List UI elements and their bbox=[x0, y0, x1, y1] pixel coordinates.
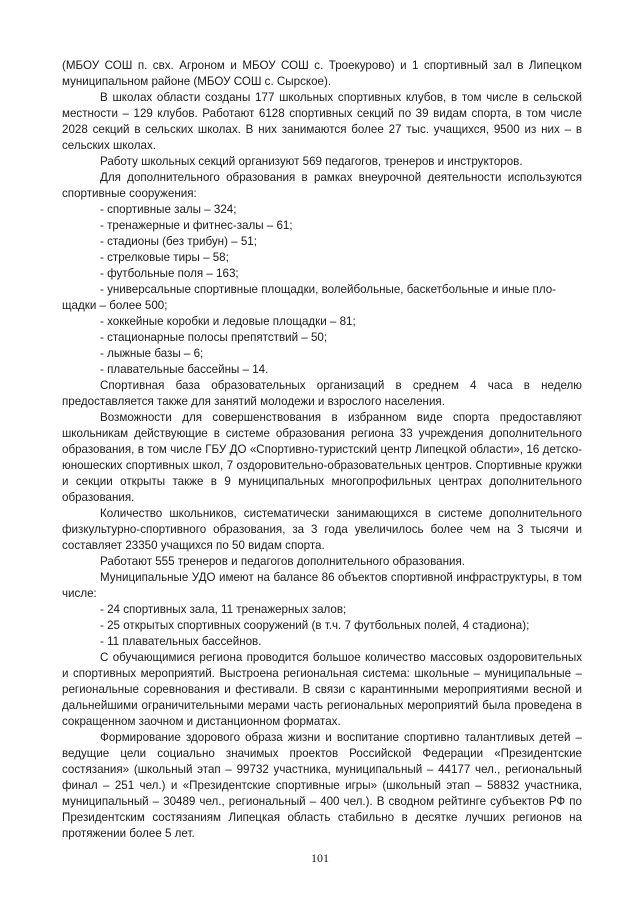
list-item: - футбольные поля – 163; bbox=[100, 267, 239, 280]
list-item: - хоккейные коробки и ледовые площадки – 81; bbox=[100, 315, 356, 328]
list-item: - универсальные спортивные площадки, волейбольные, баскетбольные и иные пло- bbox=[100, 283, 557, 296]
paragraph: Для дополнительного образования в рамках внеурочной деятельности используются спортивные сооружения: bbox=[62, 171, 582, 200]
paragraph: Спортивная база образовательных организаций в среднем 4 часа в неделю предоставляется также для занятий молодежи и взрослого населения. bbox=[62, 379, 582, 408]
list-item: - стационарные полосы препятствий – 50; bbox=[100, 331, 328, 344]
list-item: - стрелковые тиры – 58; bbox=[100, 251, 229, 264]
paragraph: Работу школьных секций организуют 569 педагогов, тренеров и инструкторов. bbox=[100, 155, 523, 168]
list-item: - стадионы (без трибун) – 51; bbox=[100, 235, 257, 248]
list-item: - лыжные базы – 6; bbox=[100, 347, 204, 360]
paragraph: Муниципальные УДО имеют на балансе 86 объектов спортивной инфраструктуры, в том числе: bbox=[62, 571, 582, 600]
udo-list bbox=[62, 602, 582, 650]
list-item: - 24 спортивных зала, 11 тренажерных залов; bbox=[100, 603, 347, 616]
page-number: 101 bbox=[311, 851, 329, 865]
paragraph: С обучающимися региона проводится большое количество массовых оздоровительных и спортивных мероприятий. Выстроена региональная система: школьные – муниципальные – региональные соревнования и фестивали. В связи с карантинными мероприятиями весной и дальнейшими ограничительными мерами часть региональных мероприятий была проведена в сокращенном заочном и дистанционном форматах. bbox=[62, 651, 582, 728]
list-item: - плавательные бассейны – 14. bbox=[100, 363, 269, 376]
list-item: - тренажерные и фитнес-залы – 61; bbox=[100, 219, 293, 232]
paragraph: (МБОУ СОШ п. свх. Агроном и МБОУ СОШ с. Троекурово) и 1 спортивный зал в Липецком муниципальном районе (МБОУ СОШ с. Сырское). bbox=[62, 59, 582, 88]
list-item: - 11 плавательных бассейнов. bbox=[100, 635, 262, 648]
facilities-list bbox=[62, 202, 582, 378]
paragraph: Возможности для совершенствования в избранном виде спорта предоставляют школьникам действующие в системе образования региона 33 учреждения дополнительного образования, в том числе ГБУ ДО «Спортивно-туристский центр Липецкой области», 16 детско-юношеских спортивных школ, 7 оздоровительно-образовательных центров. Спортивные кружки и секции открыты также в 9 муниципальных многопрофильных центрах дополнительного образования. bbox=[62, 411, 582, 504]
paragraph: Количество школьников, систематически занимающихся в системе дополнительного физкультурно-спортивного образования, за 3 года увеличилось более чем на 3 тысячи и составляет 23350 учащихся по 50 видам спорта. bbox=[62, 507, 582, 552]
list-item-continuation: щадки – более 500; bbox=[62, 299, 168, 312]
document-body bbox=[62, 58, 582, 842]
paragraph: В школах области созданы 177 школьных спортивных клубов, в том числе в сельской местности – 129 клубов. Работают 6128 спортивных секций по 39 видам спорта, в том числе 2028 секций в сельских школах. В них занимаются более 27 тыс. учащихся, 9500 из них – в сельских школах. bbox=[62, 91, 582, 152]
paragraph: Формирование здорового образа жизни и воспитание спортивно талантливых детей – ведущие цели социально значимых проектов Российской Федерации «Президентские состязания» (школьный этап – 99732 участника, муниципальный – 44177 чел., региональный финал – 251 чел.) и «Президентские спортивные игры» (школьный этап – 58832 участника, муниципальный – 30489 чел., региональный – 400 чел.). В сводном рейтинге субъектов РФ по Президентским состязаниям Липецкая область стабильно в десятке лучших регионов на протяжении более 5 лет. bbox=[62, 731, 582, 840]
paragraph: Работают 555 тренеров и педагогов дополнительного образования. bbox=[100, 555, 465, 568]
list-item: - спортивные залы – 324; bbox=[100, 203, 237, 216]
list-item: - 25 открытых спортивных сооружений (в т.ч. 7 футбольных полей, 4 стадиона); bbox=[100, 619, 530, 632]
